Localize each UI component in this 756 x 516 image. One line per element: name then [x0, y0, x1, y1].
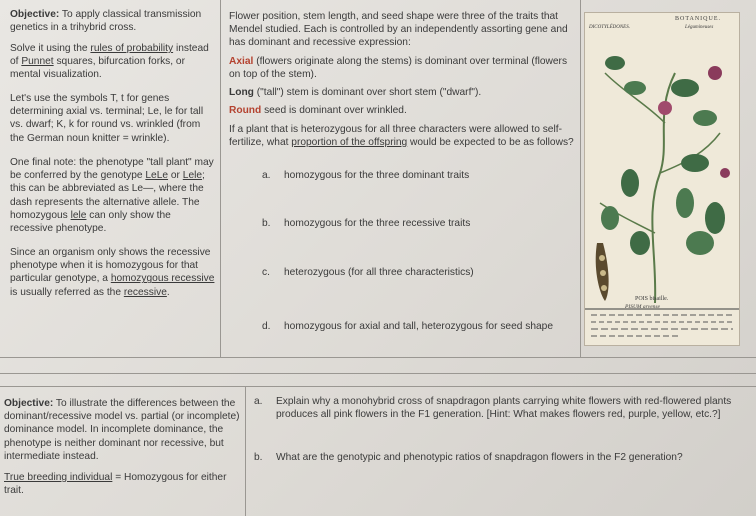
true-breeding-link[interactable]: True breeding individual	[4, 472, 113, 483]
question-a: a. Explain why a monohybrid cross of snapdragon plants carrying white flowers with red-flowered plants produces all pink flowers in the F1 generation. [Hint: What makes flowers red, purple, yellow, etc.?]	[254, 396, 732, 420]
probability-link[interactable]: rules of probability	[90, 43, 174, 54]
homozygous-recessive-link[interactable]: homozygous recessive	[110, 273, 215, 285]
option-c: c. heterozygous (for all three characteristics)	[262, 267, 474, 278]
option-b: b. homozygous for the three recessive traits	[262, 218, 471, 229]
option-d: d. homozygous for axial and tall, heterozygous for seed shape	[262, 321, 553, 332]
row-divider	[0, 357, 756, 358]
column-divider	[220, 0, 221, 358]
plate-fine-print	[591, 314, 733, 316]
round-paragraph: Round seed is dominant over wrinkled.	[229, 105, 407, 116]
axial-paragraph: Axial (flowers originate along the stems) is dominant over terminal (flowers on top of the stem).	[229, 56, 568, 81]
recessive-link[interactable]: recessive	[123, 286, 167, 298]
column-divider	[245, 386, 246, 516]
option-a: a. homozygous for the three dominant traits	[262, 170, 470, 181]
final-note-paragraph: One final note: the phenotype "tall plant" may be conferred by the genotype LeLe or Lele; this can be abbreviated as Le—, where the dash represents the alternative allele. The homozygous lele can only show the recessive phenotype.	[10, 157, 214, 235]
question-b: b. What are the genotypic and phenotypic ratios of snapdragon flowers in the F2 generation?	[254, 452, 683, 463]
objective2-paragraph: Objective: To illustrate the differences between the dominant/recessive model vs. partial (or incomplete) dominance model. In incomplete dominance, the phenotype is neither dominant nor recessive, but intermediate instead.	[4, 398, 240, 462]
plate-caption: POIS bisaille.	[635, 296, 669, 302]
intro-paragraph: Flower position, stem length, and seed shape were three of the traits that Mendel studied. Each is controlled by an independently assorting gene and has dominant and recessive expression:	[229, 11, 568, 49]
long-paragraph: Long ("tall") stem is dominant over short stem ("dwarf").	[229, 87, 482, 98]
column-divider	[580, 0, 581, 358]
objective-paragraph: Objective: To apply classical transmission genetics in a trihybrid cross.	[10, 9, 202, 34]
pea-plant-drawing	[585, 33, 739, 313]
plate-caption-latin: PISUM arvense	[625, 304, 660, 310]
true-breeding-paragraph: True breeding individual = Homozygous for either trait.	[4, 472, 227, 497]
solve-paragraph: Solve it using the rules of probability instead of Punnet squares, bifurcation forks, or mental visualization.	[10, 43, 209, 81]
question-paragraph: If a plant that is heterozygous for all three characters were allowed to self-fertilize, what proportion of the offspring would be expected to be as follows?	[229, 124, 574, 149]
row-divider	[0, 373, 756, 374]
row-divider	[0, 386, 756, 387]
plate-header-right2: Légumineuses	[685, 25, 714, 30]
punnet-link[interactable]: Punnet	[21, 56, 54, 68]
plate-header-left: DICOTYLÉDONES.	[589, 25, 630, 30]
symbols-paragraph: Let's use the symbols T, t for genes determining axial vs. terminal; Le, le for tall vs. dwarf; K, k for round vs. wrinkled (from the German noun knitter = wrinkle).	[10, 93, 204, 144]
proportion-link[interactable]: proportion of the offspring	[291, 137, 408, 149]
plate-header-right: BOTANIQUE.	[675, 16, 722, 22]
pea-plant-illustration	[584, 12, 740, 346]
plate-fine-print	[591, 335, 681, 337]
plate-fine-print	[591, 321, 733, 323]
since-paragraph: Since an organism only shows the recessive phenotype when it is homozygous for that particular genotype, a homozygous recessive is usually referred as the recessive.	[10, 247, 215, 298]
plate-fine-print	[591, 328, 733, 330]
